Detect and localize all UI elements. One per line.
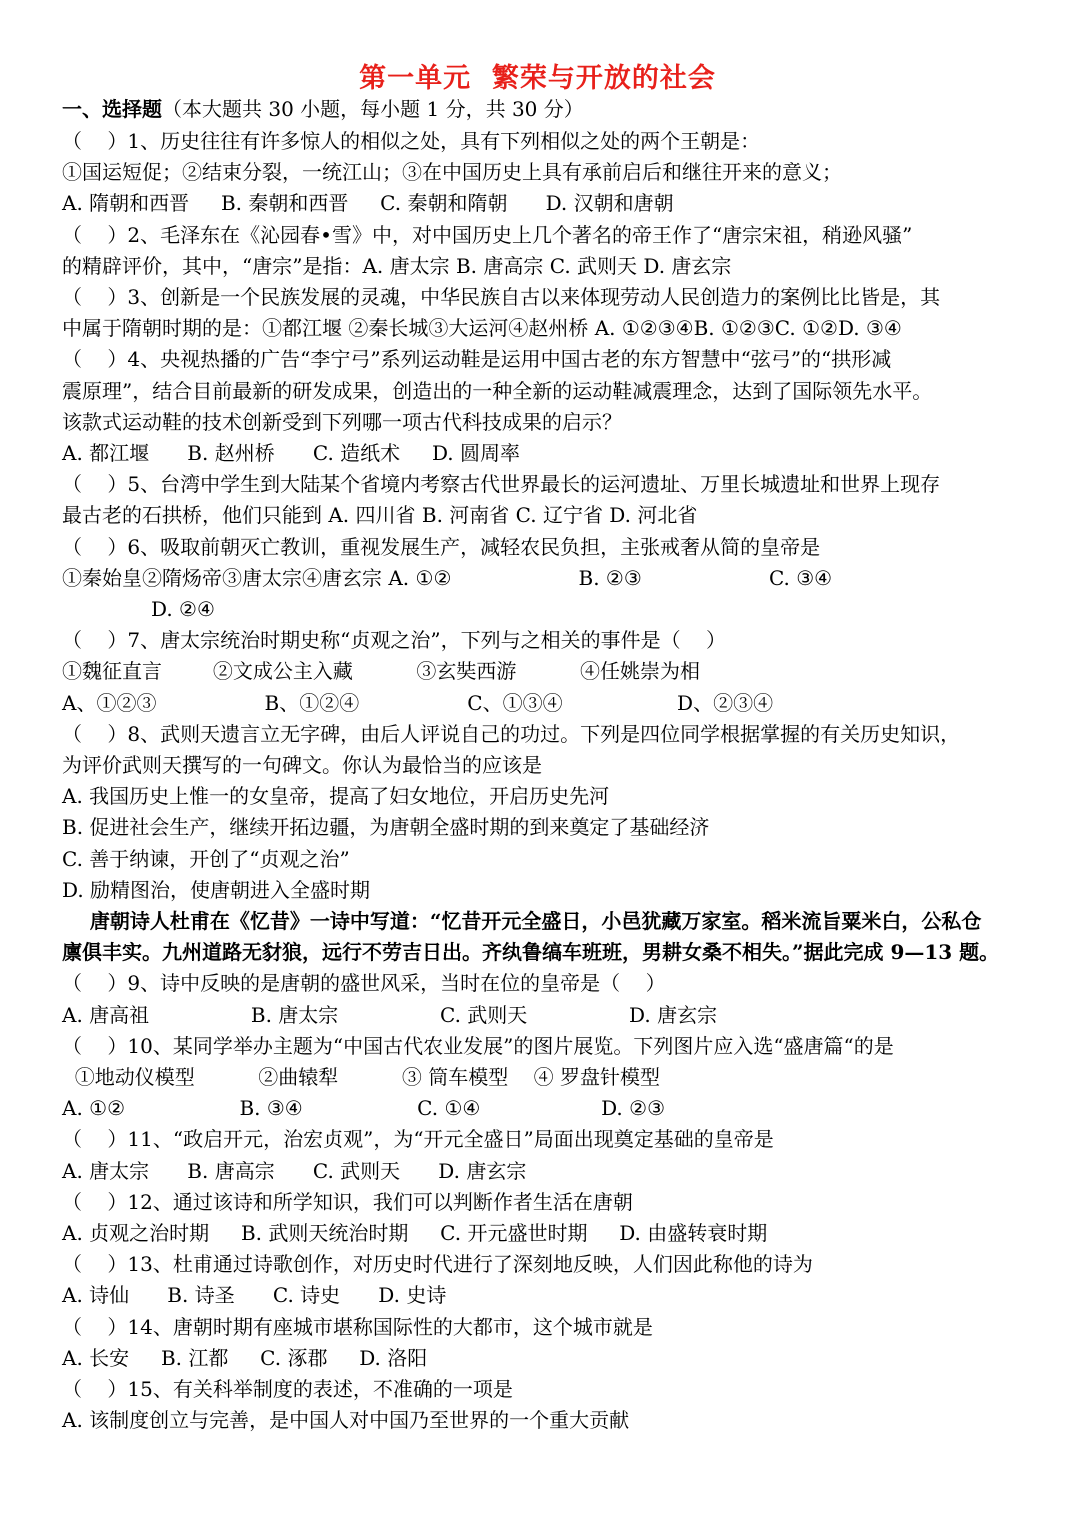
section-note: （本大题共 30 小题，每小题 1 分，共 30 分）	[162, 97, 584, 121]
text-line: 该款式运动鞋的技术创新受到下列哪一项古代科技成果的启示？	[62, 410, 622, 434]
text-line: C. 善于纳谏，开创了“贞观之治”	[62, 847, 350, 871]
page-title: 第一单元 繁荣与开放的社会	[359, 63, 716, 94]
text-line: （ ）3、创新是一个民族发展的灵魂，中华民族自古以来体现劳动人民创造力的案例比比皆是，其	[62, 285, 941, 309]
text-line: A. 长安 B. 江都 C. 涿郡 D. 洛阳	[62, 1346, 428, 1370]
text-line: A. 隋朝和西晋 B. 秦朝和西晋 C. 秦朝和隋朝 D. 汉朝和唐朝	[62, 191, 674, 215]
text-line: 中属于隋朝时期的是：①都江堰 ②秦长城③大运河④赵州桥 A. ①②③④B. ①②③C. ①②D. ③④	[62, 316, 902, 340]
section-header	[62, 96, 584, 124]
text-line: （ ）8、武则天遗言立无字碑，由后人评说自己的功过。下列是四位同学根据掌握的有关历史知识，	[62, 722, 961, 746]
text-line: （ ）6、吸取前朝灭亡教训，重视发展生产，减轻农民负担，主张戒奢从简的皇帝是	[62, 535, 821, 559]
text-line: （ ）15、有关科举制度的表述，不准确的一项是	[62, 1377, 513, 1401]
text-line: （ ）1、历史往往有许多惊人的相似之处，具有下列相似之处的两个王朝是：	[62, 129, 761, 153]
text-line: A. 都江堰 B. 赵州桥 C. 造纸术 D. 圆周率	[62, 441, 520, 465]
text-line: A. 唐高祖 B. 唐太宗 C. 武则天 D. 唐玄宗	[62, 1003, 718, 1027]
text-line: ①国运短促；②结束分裂，一统江山；③在中国历史上具有承前启后和继往开来的意义；	[62, 160, 842, 184]
text-line: 唐朝诗人杜甫在《忆昔》一诗中写道：“忆昔开元全盛日，小邑犹藏万家室。稻米流旨粟米白，公私仓	[62, 909, 982, 933]
text-line: A. ①② B. ③④ C. ①④ D. ②③	[62, 1096, 666, 1120]
text-line: （ ）12、通过该诗和所学知识，我们可以判断作者生活在唐朝	[62, 1190, 633, 1214]
text-line: 最古老的石拱桥，他们只能到 A. 四川省 B. 河南省 C. 辽宁省 D. 河北省	[62, 503, 698, 527]
section-label: 一、选择题	[62, 97, 162, 121]
text-line: （ ）2、毛泽东在《沁园春•雪》中，对中国历史上几个著名的帝王作了“唐宗宋祖，稍逊风骚”	[62, 223, 913, 247]
text-line: （ ）10、某同学举办主题为“中国古代农业发展”的图片展览。下列图片应入选“盛唐篇“的是	[62, 1034, 894, 1058]
text-line: （ ）9、诗中反映的是唐朝的盛世风采，当时在位的皇帝是（ ）	[62, 971, 666, 995]
text-line: B. 促进社会生产，继续开拓边疆，为唐朝全盛时期的到来奠定了基础经济	[62, 815, 710, 839]
text-line: ①秦始皇②隋炀帝③唐太宗④唐玄宗 A. ①② B. ②③ C. ③④	[62, 566, 833, 590]
text-line: 震原理”，结合目前最新的研发成果，创造出的一种全新的运动鞋减震理念，达到了国际领先水平。	[62, 379, 933, 403]
text-line: A. 诗仙 B. 诗圣 C. 诗史 D. 史诗	[62, 1283, 447, 1307]
text-line: D. ②④	[62, 597, 215, 621]
text-line: （ ）14、唐朝时期有座城市堪称国际性的大都市，这个城市就是	[62, 1315, 653, 1339]
text-line: A. 贞观之治时期 B. 武则天统治时期 C. 开元盛世时期 D. 由盛转衰时期	[62, 1221, 768, 1245]
text-line: A. 唐太宗 B. 唐高宗 C. 武则天 D. 唐玄宗	[62, 1159, 527, 1183]
text-line: （ ）7、唐太宗统治时期史称“贞观之治”，下列与之相关的事件是（ ）	[62, 628, 727, 652]
text-line: D. 励精图治，使唐朝进入全盛时期	[62, 878, 371, 902]
text-line: （ ）4、央视热播的广告“李宁弓”系列运动鞋是运用中国古老的东方智慧中“弦弓”的“拱形减	[62, 347, 892, 371]
text-line: （ ）11、“政启开元，治宏贞观”，为“开元全盛日”局面出现奠定基础的皇帝是	[62, 1127, 774, 1151]
text-line: 的精辟评价，其中，“唐宗”是指：A. 唐太宗 B. 唐高宗 C. 武则天 D. 唐玄宗	[62, 254, 732, 278]
text-line: ①地动仪模型 ②曲辕犁 ③ 筒车模型 ④ 罗盘针模型	[62, 1065, 661, 1089]
text-line: A、①②③ B、①②④ C、①③④ D、②③④	[62, 691, 774, 715]
text-line: ①魏征直言 ②文成公主入藏 ③玄奘西游 ④任姚崇为相	[62, 659, 701, 683]
text-line: 廪俱丰实。九州道路无豺狼，远行不劳吉日出。齐纨鲁缟车班班，男耕女桑不相失。”据此完成 9—13 题。	[62, 940, 1000, 964]
text-line: A. 该制度创立与完善，是中国人对中国乃至世界的一个重大贡献	[62, 1408, 630, 1432]
text-line: （ ）13、杜甫通过诗歌创作，对历史时代进行了深刻地反映，人们因此称他的诗为	[62, 1252, 813, 1276]
text-line: （ ）5、台湾中学生到大陆某个省境内考察古代世界最长的运河遗址、万里长城遗址和世界上现存	[62, 472, 941, 496]
text-line: 为评价武则天撰写的一句碑文。你认为最恰当的应该是	[62, 753, 542, 777]
text-line: A. 我国历史上惟一的女皇帝，提高了妇女地位，开启历史先河	[62, 784, 610, 808]
